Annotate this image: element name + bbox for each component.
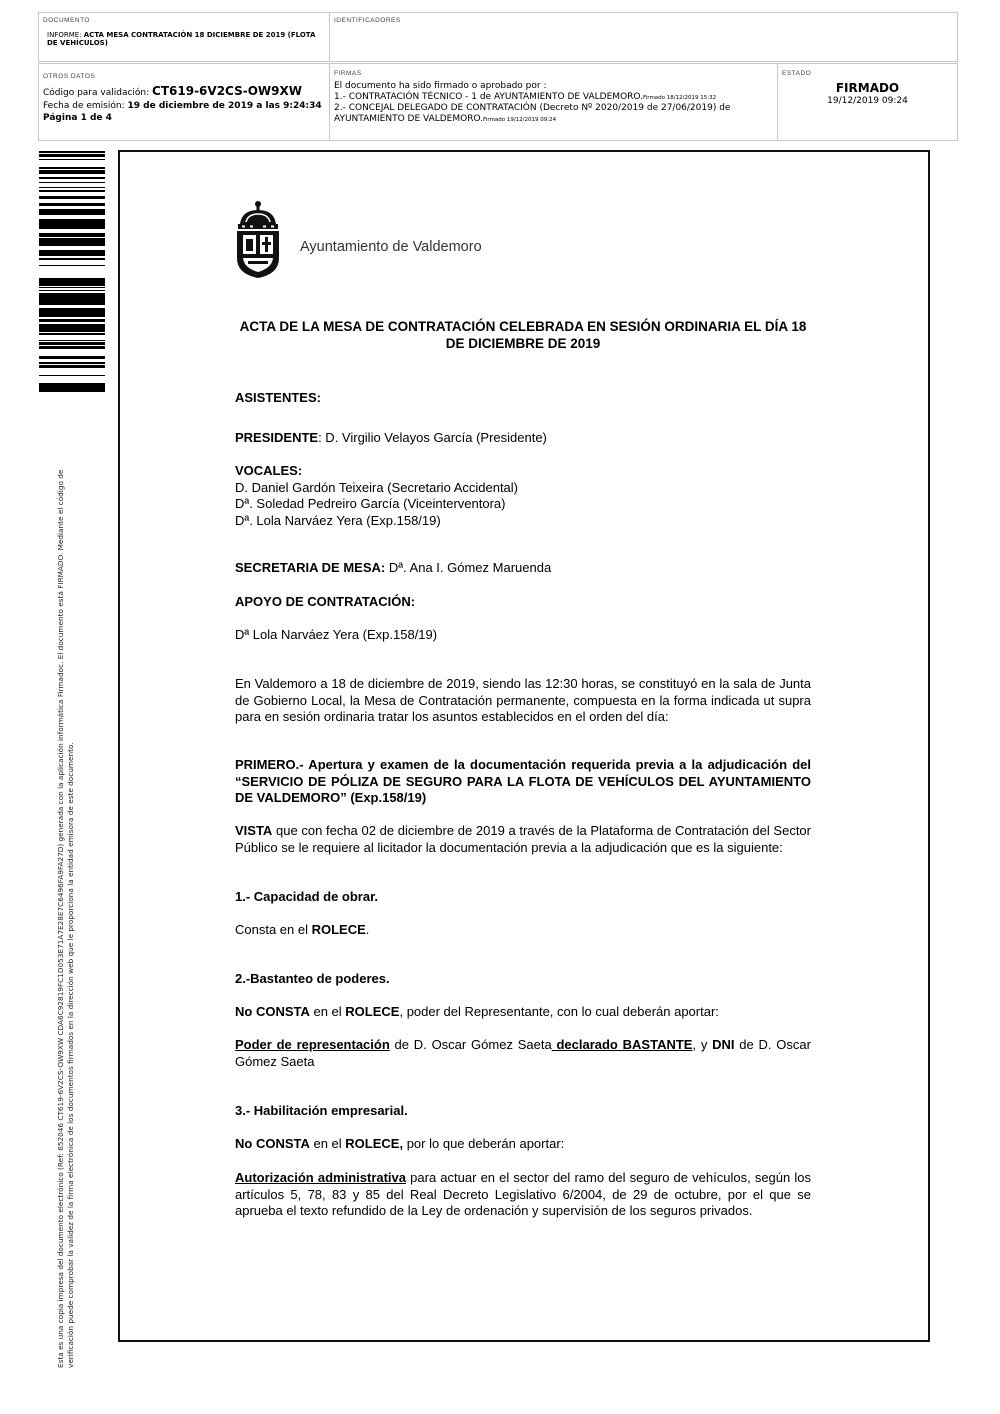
- vocales-block: [235, 463, 811, 529]
- vista-label: VISTA: [235, 823, 273, 838]
- secretaria-line: [235, 560, 811, 577]
- estado-date: 19/12/2019 09:24: [827, 96, 908, 106]
- primero-heading: PRIMERO.- Apertura y examen de la documentación requerida previa a la adjudicación del “SERVICIO DE PÓLIZA DE SEGURO PARA LA FLOTA DE VEHÍCULOS DEL AYUNTAMIENTO DE VALDEMORO” (Exp.158/19): [235, 757, 811, 805]
- vocal-item: D. Daniel Gardón Teixeira (Secretario Accidental): [235, 479, 519, 495]
- presidente-value: : D. Virgilio Velayos García (Presidente): [318, 430, 547, 445]
- s2-p-f: de D. Oscar Gómez Saeta: [235, 1037, 811, 1069]
- s2-p-b: de D. Oscar Gómez Saeta: [389, 1037, 552, 1052]
- s2-b: en el: [309, 1004, 346, 1019]
- secretaria-label: SECRETARIA DE MESA:: [235, 560, 386, 575]
- apoyo-heading: APOYO DE CONTRATACIÓN:: [235, 594, 416, 609]
- ayuntamiento-crest-icon: [232, 200, 284, 278]
- intro-paragraph: En Valdemoro a 18 de diciembre de 2019, siendo las 12:30 horas, se constituyó en la sala de Junta de Gobierno Local, la Mesa de Contratación permanente, compuesta en la forma indicada ut supra para en sesión ordinaria tratar los asuntos establecidos en el orden del día:: [235, 676, 811, 724]
- estado-label: ESTADO: [782, 70, 812, 77]
- title-line-1: ACTA DE LA MESA DE CONTRATACIÓN CELEBRADA EN SESIÓN ORDINARIA EL DÍA 18: [239, 319, 807, 334]
- document-title: [235, 319, 811, 352]
- otros-datos-box: [38, 63, 330, 141]
- s2-d: , poder del Representante, con lo cual deberán aportar:: [399, 1004, 719, 1019]
- firma-2-text: AYUNTAMIENTO DE VALDEMORO.: [334, 114, 484, 124]
- fecha-line: [43, 101, 322, 112]
- informe-prefix: INFORME:: [47, 31, 82, 39]
- firma-2-date: Firmado 19/12/2019 09:24: [483, 117, 557, 123]
- vocal-item: Dª. Lola Narváez Yera (Exp.158/19): [235, 512, 441, 528]
- documento-label: DOCUMENTO: [43, 17, 90, 24]
- side-text-line-2: verificación puede comprobar la validez de la firma electrónica de los documentos firmados en la dirección web que le proporciona la entidad emisora de este documento.: [66, 742, 75, 1368]
- identificadores-label: IDENTIFICADORES: [334, 17, 401, 24]
- secretaria-value: Dª. Ana I. Gómez Maruenda: [385, 560, 552, 575]
- s3-a: No CONSTA: [235, 1136, 310, 1151]
- barcode-image: [39, 151, 105, 394]
- s2-p-e: DNI: [712, 1037, 735, 1052]
- vista-text: que con fecha 02 de diciembre de 2019 a través de la Plataforma de Contratación del Sector Público se le requiere al licitador la documentación previa a la adjudicación que es la siguiente:: [235, 823, 811, 855]
- section-3-paragraph: [235, 1170, 811, 1220]
- side-text-line-1: Esta es una copia impresa del documento electrónico (Ref: 652046 CT619-6V2CS-OW9XW CDA6C92819FC1D053E71A7E28E7C6496FA9FA27D) generada con la aplicación informática Firmadoc. El documento está FIRMADO. Mediante el código de: [56, 469, 65, 1368]
- firma-1-date: Firmado 18/12/2019 15:32: [642, 95, 717, 101]
- documento-box: [38, 12, 330, 62]
- section-2-paragraph: [235, 1037, 811, 1070]
- presidente-label: PRESIDENTE: [235, 430, 319, 445]
- apoyo-value: Dª Lola Narváez Yera (Exp.158/19): [235, 627, 438, 642]
- s2-c: ROLECE: [345, 1004, 400, 1019]
- firmas-box: [329, 63, 778, 141]
- s2-p-a: Poder de representación: [235, 1037, 390, 1052]
- s3-c: ROLECE,: [345, 1136, 404, 1151]
- vocales-label: VOCALES:: [235, 463, 303, 478]
- s2-p-d: , y: [692, 1037, 713, 1052]
- firma-2b: [334, 114, 556, 126]
- s3-p-b: para actuar en el sector del ramo del seguro de vehículos, según los artículos 5, 78, 83 y 85 del Real Decreto Legislativo 6/2004, de 29 de octubre, por el que se aprueba el texto refundido de la Ley de ordenación y supervisión de los seguros privados.: [235, 1170, 811, 1218]
- firma-1-text: 1.- CONTRATACIÓN TÉCNICO - 1 de AYUNTAMIENTO DE VALDEMORO.: [334, 92, 643, 102]
- s2-a: No CONSTA: [235, 1004, 310, 1019]
- estado-value: FIRMADO: [835, 81, 900, 95]
- otros-datos-label: OTROS DATOS: [43, 73, 96, 80]
- s1-text-a: Consta en el: [235, 922, 312, 937]
- informe-title: ACTA MESA CONTRATACIÓN 18 DICIEMBRE DE 2019 (FLOTA DE VEHÍCULOS): [47, 31, 316, 47]
- section-3-text: [235, 1136, 811, 1153]
- informe-text: [47, 31, 317, 47]
- section-1-title: 1.- Capacidad de obrar.: [235, 889, 379, 904]
- s1-text-b: ROLECE: [311, 922, 366, 937]
- estado-box: [777, 63, 958, 141]
- fecha-label: Fecha de emisión:: [43, 101, 125, 111]
- firmas-label: FIRMAS: [334, 70, 362, 77]
- firmas-intro: El documento ha sido firmado o aprobado por :: [334, 81, 547, 91]
- section-1-text: [235, 922, 811, 939]
- pagina: Página 1 de 4: [43, 113, 112, 123]
- codigo-label: Código para validación:: [43, 88, 150, 98]
- firma-2a: 2.- CONCEJAL DELEGADO DE CONTRATACIÓN (Decreto Nº 2020/2019 de 27/06/2019) de: [334, 103, 731, 113]
- logo-text: Ayuntamiento de Valdemoro: [300, 239, 482, 255]
- fecha-value: 19 de diciembre de 2019 a las 9:24:34: [127, 101, 322, 111]
- side-verification-text: [56, 418, 76, 1368]
- vista-paragraph: [235, 823, 811, 856]
- s3-b: en el: [309, 1136, 346, 1151]
- section-3-title: 3.- Habilitación empresarial.: [235, 1103, 408, 1118]
- s2-p-c: declarado BASTANTE: [551, 1037, 693, 1052]
- s3-d: por lo que deberán aportar:: [403, 1136, 565, 1151]
- s3-p-a: Autorización administrativa: [235, 1170, 407, 1185]
- section-2-title: 2.-Bastanteo de poderes.: [235, 971, 390, 986]
- identificadores-box: [329, 12, 958, 62]
- section-2-text: [235, 1004, 811, 1021]
- s1-text-c: .: [365, 922, 370, 937]
- codigo-line: [43, 86, 302, 99]
- presidente-line: [235, 430, 811, 447]
- vocal-item: Dª. Soledad Pedreiro García (Viceinterventora): [235, 496, 506, 511]
- title-line-2: DE DICIEMBRE DE 2019: [445, 335, 601, 351]
- codigo-value: CT619-6V2CS-OW9XW: [152, 84, 302, 98]
- asistentes-heading: ASISTENTES:: [235, 390, 321, 405]
